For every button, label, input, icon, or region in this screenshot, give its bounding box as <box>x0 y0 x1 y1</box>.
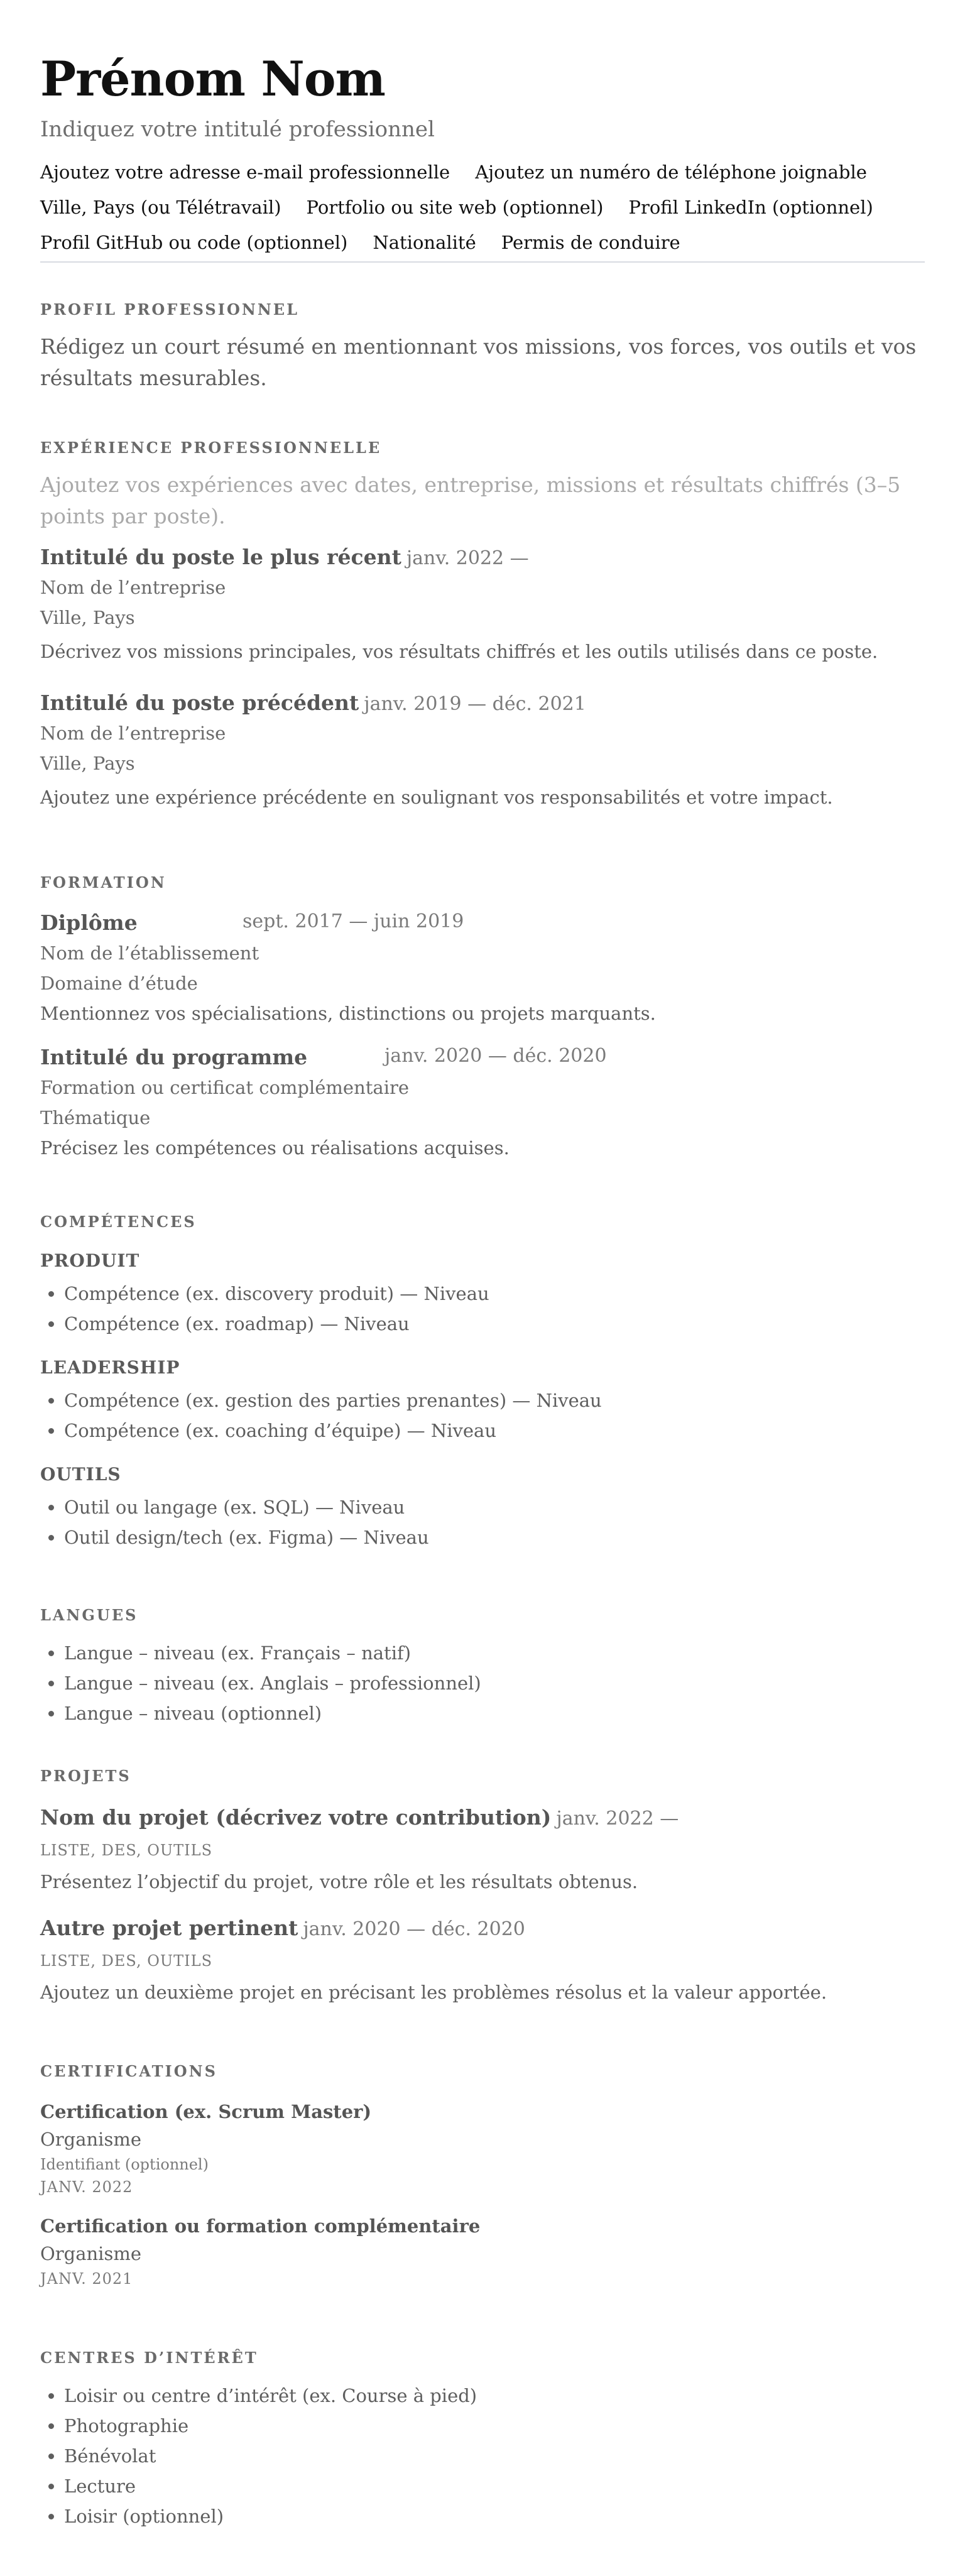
section-heading: COMPÉTENCES <box>40 1213 197 1231</box>
project-tools: LISTE, DES, OUTILS <box>40 1842 213 1859</box>
entry-description: Mentionnez vos spécialisations, distinctions ou projets marquants. <box>40 1003 656 1024</box>
languages-section <box>40 1606 925 1728</box>
skill-item: • Compétence (ex. discovery produit) — Niveau <box>64 1279 925 1309</box>
skill-list <box>40 1385 925 1446</box>
entry-title: Diplôme <box>40 910 138 935</box>
section-heading: EXPÉRIENCE PROFESSIONNELLE <box>40 439 382 457</box>
experience-entry <box>40 689 925 812</box>
entry-description: Ajoutez une expérience précédente en soulignant vos responsabilités et votre impact. <box>40 787 833 808</box>
skill-group-title: PRODUIT <box>40 1250 140 1271</box>
contact-location: Ville, Pays (ou Télétravail) <box>40 197 281 218</box>
certification-title: Certification ou formation complémentaire <box>40 2215 481 2237</box>
section-heading: PROFIL PROFESSIONNEL <box>40 300 299 319</box>
entry-date: janv. 2019 — déc. 2021 <box>364 693 586 715</box>
interests-section <box>40 2349 925 2531</box>
entry-school: Nom de l’établissement <box>40 942 259 964</box>
project-entry <box>40 1914 925 2007</box>
project-tools: LISTE, DES, OUTILS <box>40 1952 213 1970</box>
entry-school: Formation ou certificat complémentaire <box>40 1077 410 1098</box>
entry-date: janv. 2022 — <box>556 1808 679 1830</box>
certification-date: JANV. 2022 <box>40 2178 133 2196</box>
skill-list <box>40 1279 925 1339</box>
contact-phone: Ajoutez un numéro de téléphone joignable <box>475 161 867 183</box>
education-entry <box>40 910 925 1029</box>
entry-location: Ville, Pays <box>40 607 135 628</box>
projects-section <box>40 1767 925 2007</box>
education-entry <box>40 1045 925 1163</box>
contact-nationality: Nationalité <box>373 232 476 253</box>
job-title: Indiquez votre intitulé professionnel <box>40 117 435 142</box>
skill-item: • Outil design/tech (ex. Figma) — Niveau <box>64 1522 925 1553</box>
certification-organization: Organisme <box>40 2129 141 2150</box>
interest-item: • Loisir (optionnel) <box>64 2501 925 2531</box>
interest-item: • Photographie <box>64 2411 925 2441</box>
experience-intro: Ajoutez vos expériences avec dates, entreprise, missions et résultats chiffrés (3–5 points par poste). <box>40 472 901 528</box>
contact-email: Ajoutez votre adresse e-mail professionnelle <box>40 161 450 183</box>
entry-description: Présentez l’objectif du projet, votre rôle et les résultats obtenus. <box>40 1871 638 1892</box>
contact-driving-license: Permis de conduire <box>501 232 680 253</box>
entry-company: Nom de l’entreprise <box>40 577 226 598</box>
experience-section <box>40 439 925 812</box>
skill-item: • Compétence (ex. coaching d’équipe) — Niveau <box>64 1416 925 1446</box>
certifications-section <box>40 2062 925 2290</box>
section-heading: CERTIFICATIONS <box>40 2062 217 2080</box>
certification-organization: Organisme <box>40 2243 141 2264</box>
interest-item: • Lecture <box>64 2471 925 2501</box>
entry-date: janv. 2020 — déc. 2020 <box>384 1045 607 1067</box>
entry-location: Ville, Pays <box>40 753 135 774</box>
entry-title: Intitulé du programme <box>40 1045 308 1069</box>
skill-list <box>40 1492 925 1553</box>
skill-item: • Compétence (ex. gestion des parties prenantes) — Niveau <box>64 1385 925 1416</box>
language-list <box>40 1638 925 1728</box>
skill-group-title: LEADERSHIP <box>40 1357 180 1378</box>
education-section <box>40 873 925 1163</box>
profile-section <box>40 300 925 394</box>
contact-github: Profil GitHub ou code (optionnel) <box>40 232 348 253</box>
skill-group-title: OUTILS <box>40 1464 121 1485</box>
interest-item: • Loisir ou centre d’intérêt (ex. Course à pied) <box>64 2381 925 2411</box>
entry-company: Nom de l’entreprise <box>40 723 226 744</box>
certification-title: Certification (ex. Scrum Master) <box>40 2101 372 2122</box>
entry-description: Précisez les compétences ou réalisations acquises. <box>40 1137 510 1159</box>
certification-date: JANV. 2021 <box>40 2270 133 2288</box>
entry-date: janv. 2022 — <box>406 547 529 569</box>
contact-list <box>40 155 925 263</box>
language-item: • Langue – niveau (ex. Anglais – professionnel) <box>64 1668 925 1698</box>
language-item: • Langue – niveau (optionnel) <box>64 1698 925 1728</box>
section-heading: PROJETS <box>40 1767 131 1785</box>
skills-section <box>40 1213 925 1553</box>
entry-field: Thématique <box>40 1107 151 1128</box>
contact-linkedin: Profil LinkedIn (optionnel) <box>628 197 873 218</box>
section-heading: FORMATION <box>40 873 166 892</box>
entry-date: janv. 2020 — déc. 2020 <box>303 1918 525 1940</box>
interest-list <box>40 2381 925 2531</box>
entry-title: Intitulé du poste précédent <box>40 690 359 715</box>
entry-title: Intitulé du poste le plus récent <box>40 545 401 569</box>
skill-item: • Outil ou langage (ex. SQL) — Niveau <box>64 1492 925 1522</box>
entry-field: Domaine d’étude <box>40 973 198 994</box>
entry-title: Autre projet pertinent <box>40 1916 298 1940</box>
entry-title: Nom du projet (décrivez votre contribution) <box>40 1805 552 1830</box>
experience-entry <box>40 543 925 667</box>
candidate-name: Prénom Nom <box>40 51 385 107</box>
entry-description: Décrivez vos missions principales, vos résultats chiffrés et les outils utilisés dans ce poste. <box>40 641 878 662</box>
interest-item: • Bénévolat <box>64 2441 925 2471</box>
entry-date: sept. 2017 — juin 2019 <box>243 910 464 932</box>
project-entry <box>40 1804 925 1897</box>
language-item: • Langue – niveau (ex. Français – natif) <box>64 1638 925 1668</box>
skill-item: • Compétence (ex. roadmap) — Niveau <box>64 1309 925 1339</box>
contact-portfolio: Portfolio ou site web (optionnel) <box>306 197 604 218</box>
entry-description: Ajoutez un deuxième projet en précisant les problèmes résolus et la valeur apportée. <box>40 1982 827 2003</box>
profile-summary: Rédigez un court résumé en mentionnant vos missions, vos forces, vos outils et vos résultats mesurables. <box>40 334 917 390</box>
section-heading: CENTRES D’INTÉRÊT <box>40 2349 258 2367</box>
section-heading: LANGUES <box>40 1606 138 1624</box>
certification-id: Identifiant (optionnel) <box>40 2156 209 2173</box>
